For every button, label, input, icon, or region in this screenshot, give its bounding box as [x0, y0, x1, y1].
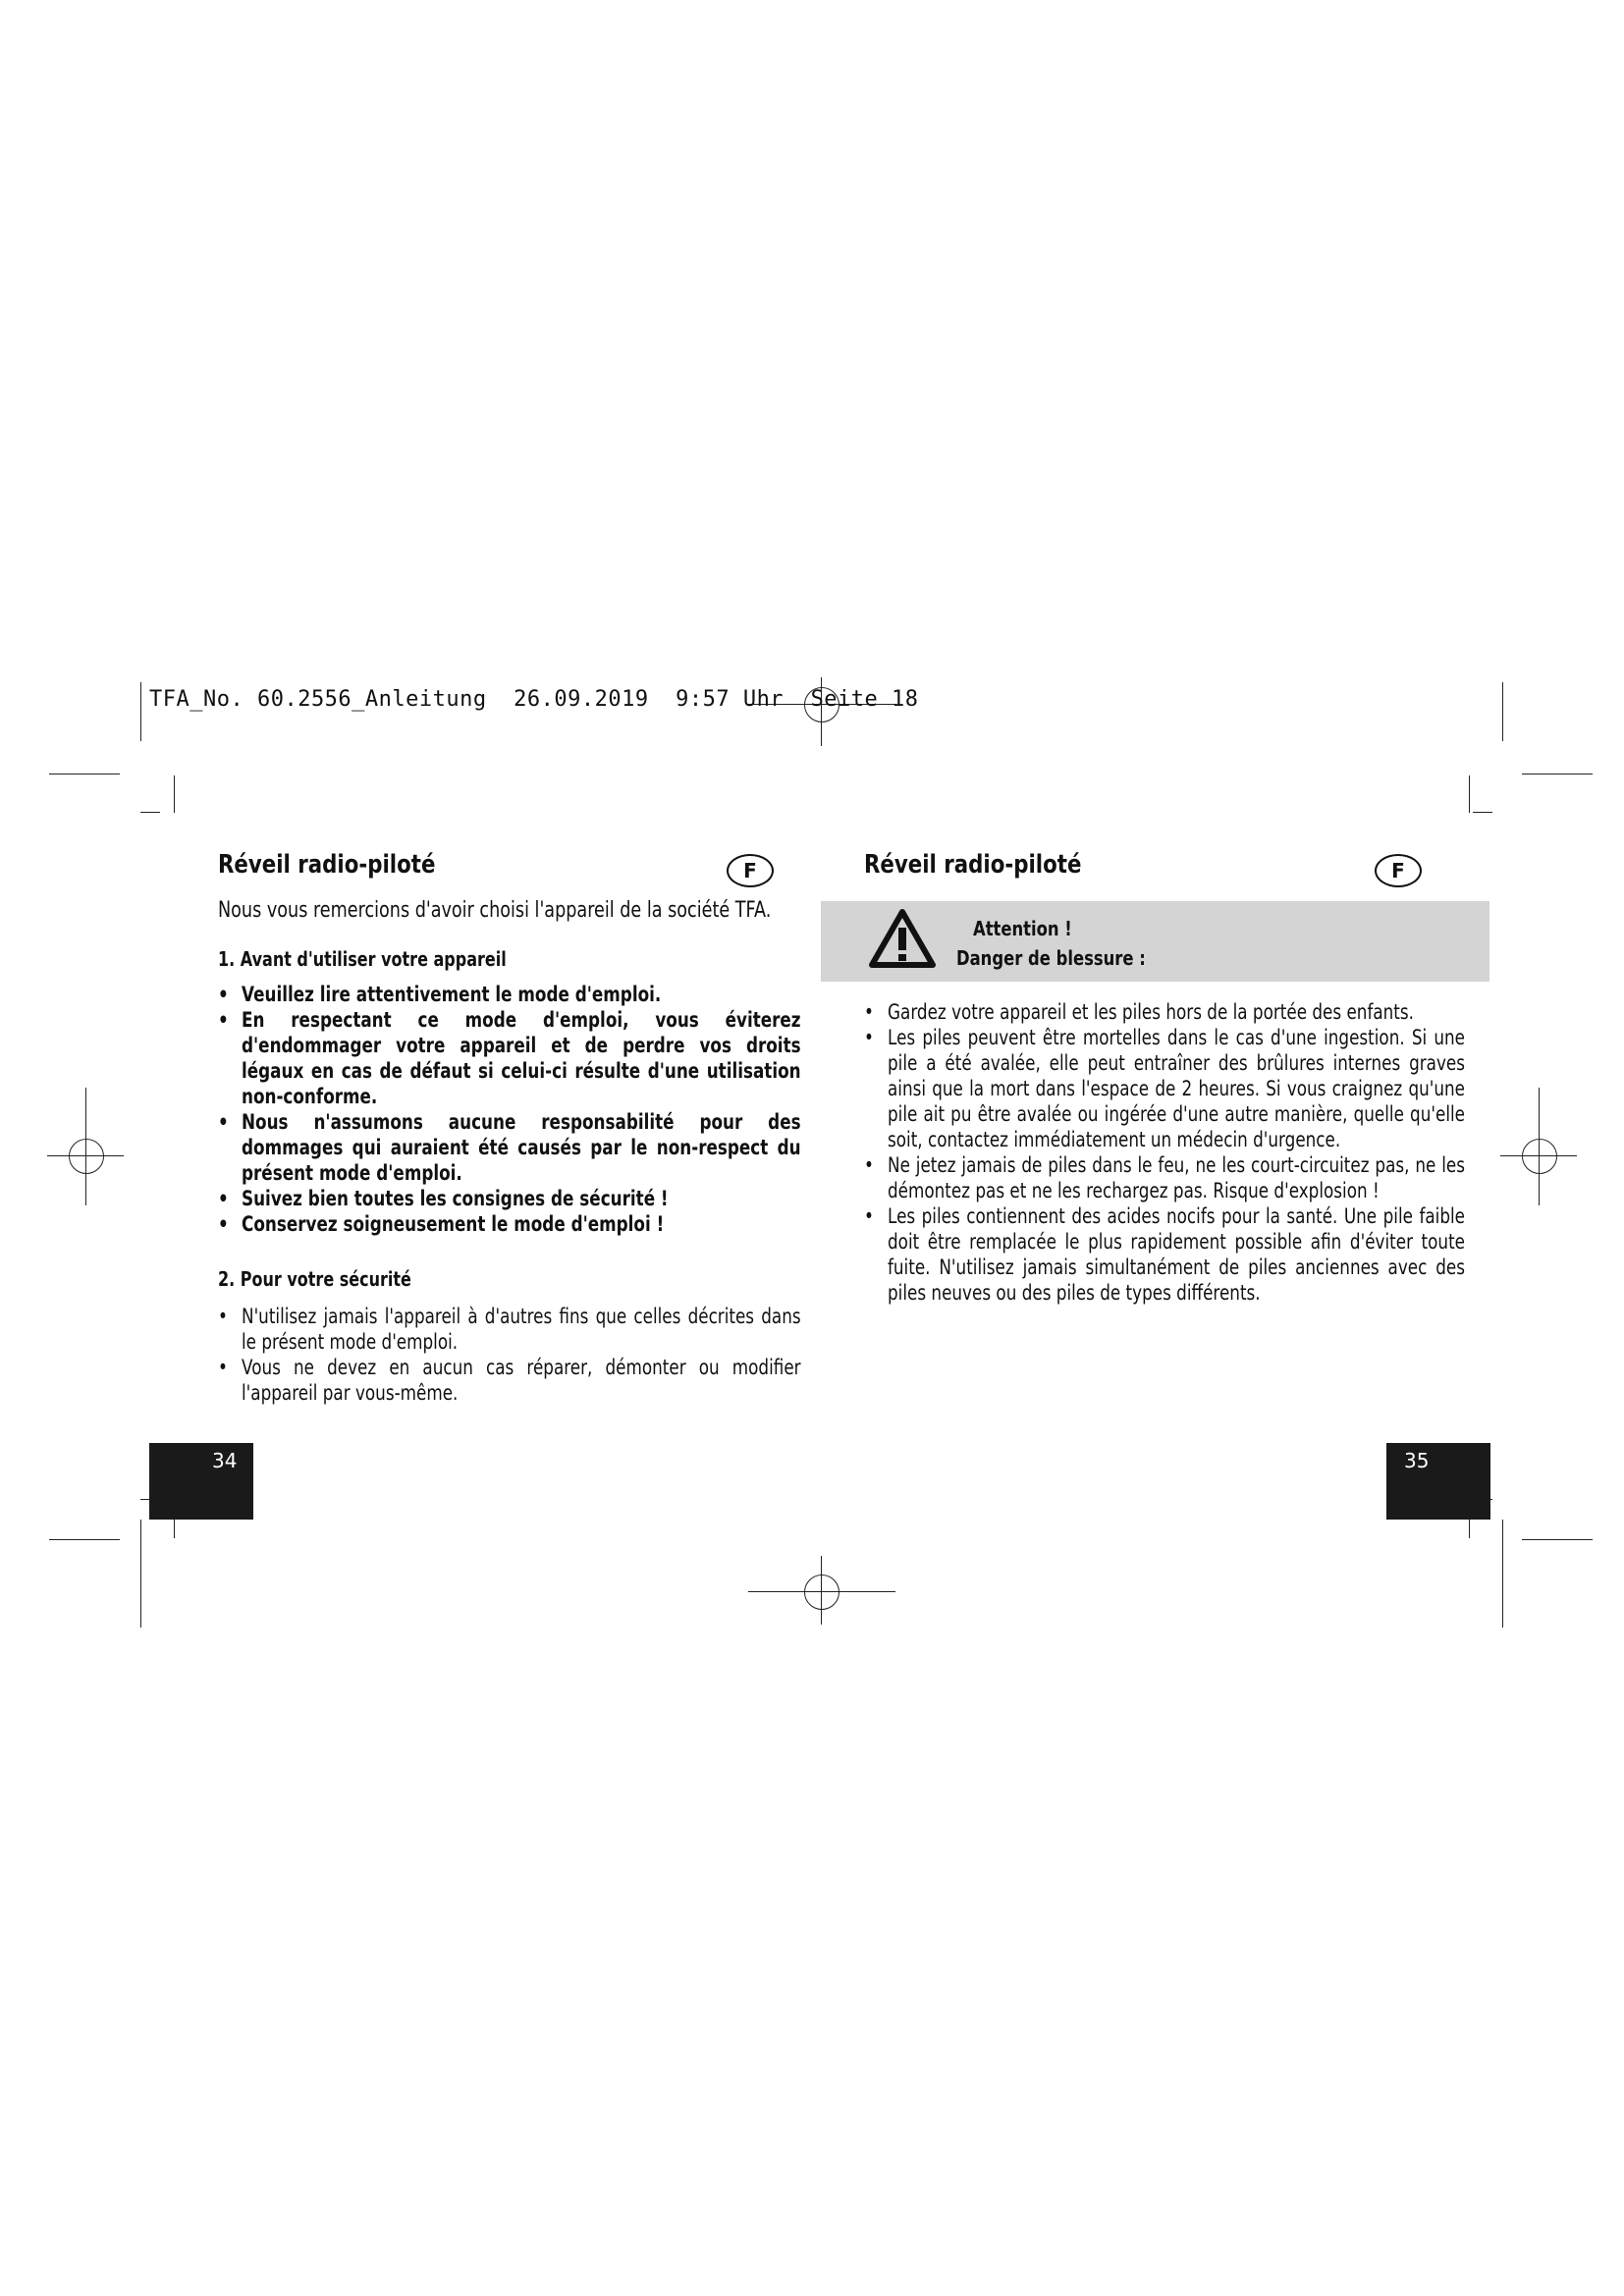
slug-filename: TFA_No. 60.2556_Anleitung [149, 687, 487, 712]
list-item: • Suivez bien toutes les consignes de sécurité ! [218, 1186, 801, 1211]
list-item: • Vous ne devez en aucun cas réparer, démonter ou modifier l'appareil par vous-même. [218, 1355, 801, 1406]
list-item: • Les piles contiennent des acides nocifs pour la santé. Une pile faible doit être remplacée le plus rapidement possible afin d'éviter toute fuite. N'utilisez jamais simultanément de piles anciennes avec des piles neuves ou des piles de types différents. [864, 1203, 1465, 1306]
right-page-number: 35 [1386, 1443, 1490, 1520]
section2-heading: 2. Pour votre sécurité [218, 1267, 411, 1291]
list-item: • Veuillez lire attentivement le mode d'emploi. [218, 982, 801, 1007]
section2-list [218, 1304, 801, 1406]
slug-date: 26.09.2019 [514, 687, 649, 712]
right-page-title: Réveil radio-piloté [864, 850, 1082, 880]
warning-line1: Attention ! [973, 917, 1072, 940]
warning-line2: Danger de blessure : [956, 946, 1146, 970]
left-language-badge: F [727, 854, 774, 887]
list-item: • Ne jetez jamais de piles dans le feu, ne les court-circuitez pas, ne les démontez pas et ne les rechargez pas. Risque d'explosion ! [864, 1152, 1465, 1203]
slug-time: 9:57 Uhr [676, 687, 785, 712]
section1-list [218, 982, 801, 1237]
right-language-badge: F [1375, 854, 1422, 887]
intro-text: Nous vous remercions d'avoir choisi l'appareil de la société TFA. [218, 898, 772, 923]
right-page-body [864, 999, 1465, 1306]
safety-list [864, 999, 1465, 1306]
warning-box [821, 901, 1489, 982]
left-page-body [218, 897, 801, 1406]
left-page-title: Réveil radio-piloté [218, 850, 436, 880]
print-slug [149, 687, 919, 712]
list-item: • Nous n'assumons aucune responsabilité pour des dommages qui auraient été causés par le non-respect du présent mode d'emploi. [218, 1109, 801, 1186]
list-item: • Conservez soigneusement le mode d'emploi ! [218, 1211, 801, 1237]
slug-page: Seite 18 [810, 687, 919, 712]
warning-triangle-icon [868, 908, 937, 969]
list-item: • En respectant ce mode d'emploi, vous éviterez d'endommager votre appareil et de perdre vos droits légaux en cas de défaut si celui-ci résulte d'une utilisation non-conforme. [218, 1007, 801, 1109]
left-page-number: 34 [149, 1443, 253, 1520]
list-item: • Gardez votre appareil et les piles hors de la portée des enfants. [864, 999, 1465, 1025]
list-item: • N'utilisez jamais l'appareil à d'autres fins que celles décrites dans le présent mode d'emploi. [218, 1304, 801, 1355]
list-item: • Les piles peuvent être mortelles dans le cas d'une ingestion. Si une pile a été avalée, elle peut entraîner des brûlures internes graves ainsi que la mort dans l'espace de 2 heures. Si vous craignez qu'une pile ait pu être avalée ou ingérée d'une autre manière, quelle qu'elle soit, contactez immédiatement un médecin d'urgence. [864, 1025, 1465, 1152]
section1-heading: 1. Avant d'utiliser votre appareil [218, 947, 507, 971]
